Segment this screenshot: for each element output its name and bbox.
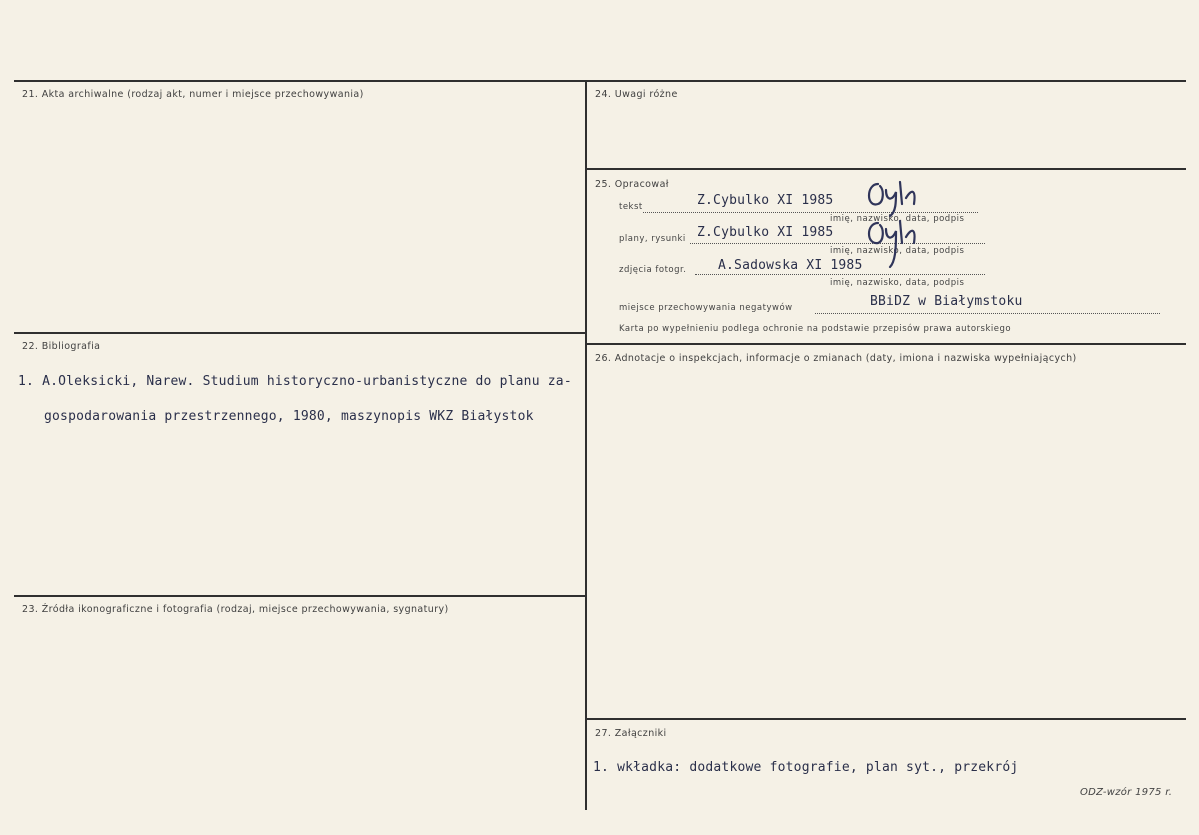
plany-caption: imię, nazwisko, data, podpis [830, 246, 965, 256]
attachment-item-1: 1. wkładka: dodatkowe fotografie, plan syt., przekrój [593, 760, 1019, 775]
plany-line [690, 243, 985, 244]
rule-21-22 [14, 332, 585, 334]
negatywy-label: miejsce przechowywania negatywów [619, 303, 793, 313]
section-25-label: 25. Opracował [595, 179, 669, 190]
top-rule [14, 80, 1186, 82]
rule-25-26 [587, 343, 1186, 345]
zdjecia-label: zdjęcia fotogr. [619, 265, 687, 275]
bibliography-line-1: 1. A.Oleksicki, Narew. Studium historyczno-urbanistyczne do planu za- [18, 374, 572, 389]
signature-2 [862, 215, 932, 270]
plany-value: Z.Cybulko XI 1985 [697, 225, 834, 240]
tekst-value: Z.Cybulko XI 1985 [697, 193, 834, 208]
section-23-label: 23. Źródła ikonograficzne i fotografia (rodzaj, miejsce przechowywania, sygnatury) [22, 604, 449, 615]
tekst-caption: imię, nazwisko, data, podpis [830, 214, 965, 224]
signature-1 [862, 178, 932, 218]
section-24-label: 24. Uwagi różne [595, 89, 678, 100]
center-divider [585, 80, 587, 810]
bibliography-line-2: gospodarowania przestrzennego, 1980, maszynopis WKZ Białystok [44, 409, 534, 424]
negatywy-value: BBiDZ w Białymstoku [870, 294, 1023, 309]
section-27-label: 27. Załączniki [595, 728, 667, 739]
section-26-label: 26. Adnotacje o inspekcjach, informacje o zmianach (daty, imiona i nazwiska wypełniających) [595, 353, 1077, 364]
zdjecia-caption: imię, nazwisko, data, podpis [830, 278, 965, 288]
rule-22-23 [14, 595, 585, 597]
section-21-label: 21. Akta archiwalne (rodzaj akt, numer i miejsce przechowywania) [22, 89, 364, 100]
form-footer: ODZ-wzór 1975 r. [1080, 787, 1173, 798]
section-22-label: 22. Bibliografia [22, 341, 101, 352]
plany-label: plany, rysunki [619, 234, 686, 244]
copyright-note: Karta po wypełnieniu podlega ochronie na podstawie przepisów prawa autorskiego [619, 324, 1012, 334]
zdjecia-line [695, 274, 985, 275]
tekst-label: tekst [619, 202, 643, 212]
zdjecia-value: A.Sadowska XI 1985 [718, 258, 863, 273]
negatywy-line [815, 313, 1160, 314]
rule-26-27 [587, 718, 1186, 720]
rule-24-25 [587, 168, 1186, 170]
